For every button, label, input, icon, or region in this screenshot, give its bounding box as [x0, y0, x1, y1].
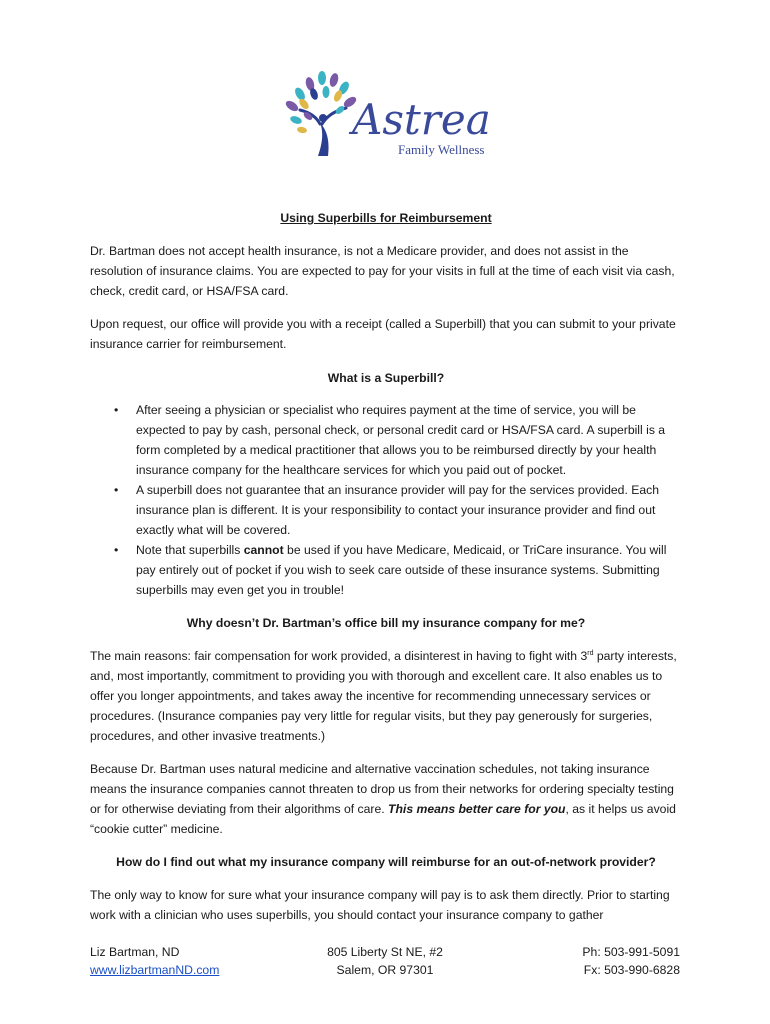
list-item — [90, 480, 682, 540]
page-title: Using Superbills for Reimbursement — [280, 211, 492, 225]
bullet-text: A superbill does not guarantee that an insurance provider will pay for the services provided. Each insurance plan is different. It is your responsibility to contact your insurance provider and find out exactly what will be covered. — [136, 483, 660, 537]
tree-figure-icon — [284, 71, 358, 156]
footer-address-line2: Salem, OR 97301 — [336, 963, 434, 977]
astrea-logo-graphic — [280, 64, 495, 174]
intro-paragraph-2: Upon request, our office will provide you with a receipt (called a Superbill) that you can submit to your private insurance carrier for reimbursement. — [90, 317, 676, 351]
reasons-paragraph — [90, 646, 682, 746]
footer-name: Liz Bartman, ND — [90, 945, 180, 959]
astrea-logo — [280, 64, 495, 174]
better-care-emphasis: This means better care for you — [388, 802, 566, 816]
list-item — [90, 400, 682, 480]
section-heading-out-of-network: How do I find out what my insurance company will reimburse for an out-of-network provider? — [116, 855, 656, 869]
section-heading-why-no-billing: Why doesn’t Dr. Bartman’s office bill my insurance company for me? — [186, 616, 586, 630]
footer-fax: Fx: 503-990-6828 — [583, 963, 680, 977]
reasons-text-post: party interests, and, most importantly, commitment to providing you with thorough and excellent care. It also enables us to offer you longer appointments, and takes away the incentive for recommending unnecessary services or procedures. (Insurance companies pay very little for regular visits, but they pay generously for surgeries, procedures, and other invasive treatments.) — [90, 649, 677, 743]
reasons-text-pre: The main reasons: fair compensation for work provided, a disinterest in having to fight with 3 — [90, 649, 588, 663]
natural-medicine-text-post: , as it helps us avoid “cookie cutter” medicine. — [90, 802, 676, 836]
footer-phone: Ph: 503-991-5091 — [582, 945, 680, 959]
website-link[interactable]: www.lizbartmanND.com — [90, 963, 220, 977]
footer-address-line1: 805 Liberty St NE, #2 — [327, 945, 443, 959]
bullet-text-pre: Note that superbills — [136, 543, 244, 557]
superbill-bullet-list — [90, 400, 682, 600]
logo-name: Astrea — [352, 95, 491, 144]
natural-medicine-paragraph — [90, 759, 682, 839]
bullet-text-bold: cannot — [243, 543, 284, 557]
bullet-icon: • — [114, 543, 119, 557]
natural-medicine-text-pre: Because Dr. Bartman uses natural medicine and alternative vaccination schedules, not taking insurance means the insurance companies cannot threaten to drop us from their networks for ordering specialty testing or for otherwise deviating from their algorithms of care. — [90, 762, 674, 816]
list-item — [90, 540, 682, 600]
reasons-superscript: rd — [587, 649, 594, 657]
footer-address — [324, 943, 446, 979]
logo-tagline: Family Wellness — [398, 142, 485, 157]
bullet-icon: • — [114, 483, 119, 497]
out-of-network-paragraph: The only way to know for sure what your insurance company will pay is to ask them directly. Prior to starting work with a clinician who uses superbills, you should contact your insurance company to gather — [90, 888, 670, 922]
section-heading-what-is-superbill: What is a Superbill? — [327, 371, 445, 385]
footer-contact-left — [90, 943, 219, 979]
bullet-icon: • — [114, 403, 119, 417]
bullet-text-post: be used if you have Medicare, Medicaid, or TriCare insurance. You will pay entirely out of pocket if you wish to seek care outside of these insurance systems. Submitting superbills may even get you in trouble! — [136, 543, 667, 597]
intro-paragraph-1: Dr. Bartman does not accept health insurance, is not a Medicare provider, and does not assist in the resolution of insurance claims. You are expected to pay for your visits in full at the time of each visit via cash, check, credit card, or HSA/FSA card. — [90, 244, 675, 298]
footer-phone-fax — [582, 943, 680, 979]
bullet-text: After seeing a physician or specialist who requires payment at the time of service, you will be expected to pay by cash, personal check, or personal credit card or HSA/FSA card. A superbill is a form completed by a medical practitioner that allows you to be reimbursed directly by your health insurance company for the healthcare services for which you paid out of pocket. — [136, 403, 666, 477]
